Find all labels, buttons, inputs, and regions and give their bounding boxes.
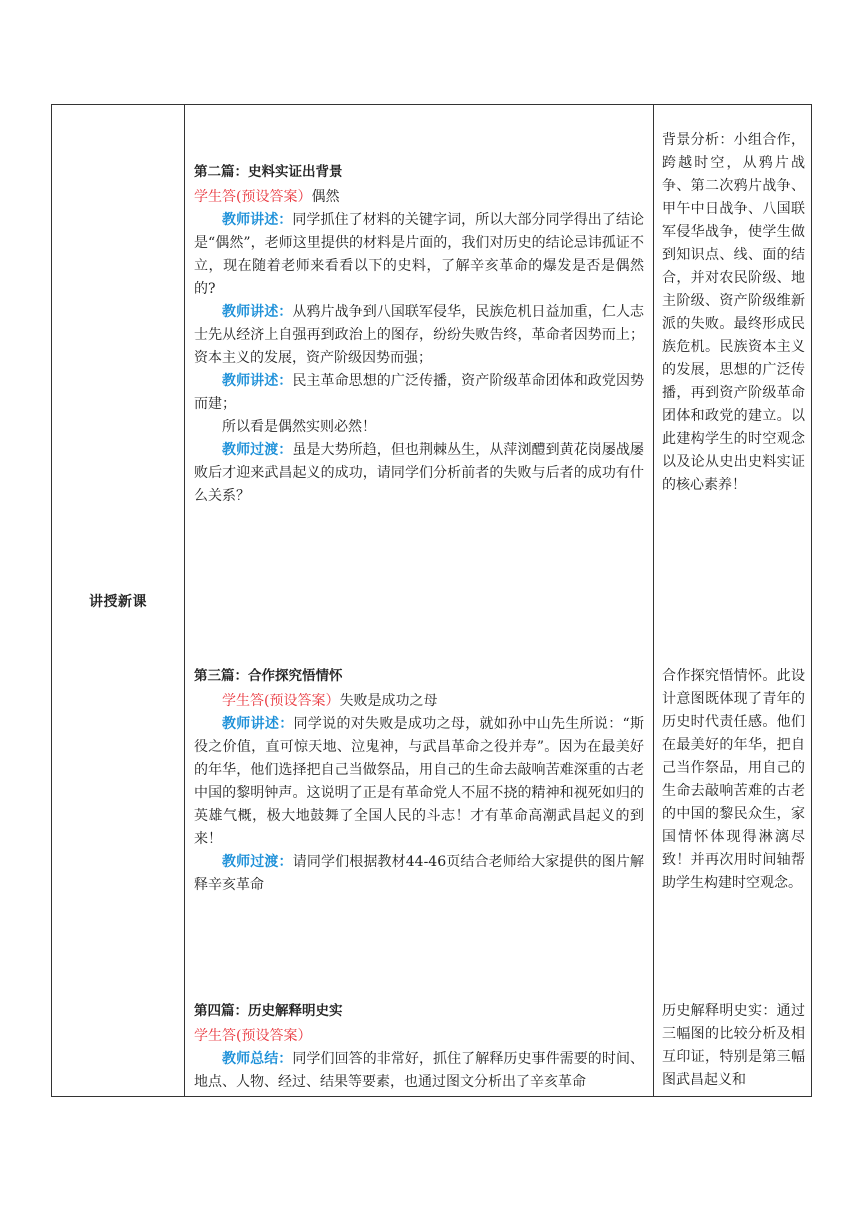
teacher-tag: 教师讲述： — [222, 716, 294, 732]
teacher-tag: 教师讲述： — [222, 304, 293, 320]
teacher-paragraph — [194, 439, 644, 508]
teacher-text: 从鸦片战争到八国联军侵华，民族危机日益加重，仁人志士先从经济上自强再到政治上的图存，纷纷失败告终，革命者因势而上；资本主义的发展，资产阶级因势而强； — [194, 304, 645, 366]
student-answer — [194, 1025, 644, 1048]
teacher-paragraph — [194, 370, 644, 416]
teacher-text: 同学们回答的非常好，抓住了解释历史事件需要的时间、地点、人物、经过、结果等要素，也通过图文分析出了辛亥革命 — [194, 1051, 645, 1090]
section-3 — [194, 665, 644, 897]
teacher-paragraph — [194, 301, 644, 370]
section-2 — [194, 161, 644, 508]
section-4 — [194, 1000, 644, 1094]
teacher-tag: 教师讲述： — [222, 212, 293, 228]
teacher-text: 同学抓住了材料的关键字词，所以大部分同学得出了结论是“偶然”，老师这里提供的材料是片面的，我们对历史的结论忌讳孤证不立，现在随着老师来看看以下的史料，了解辛亥革命的爆发是否是偶然的? — [194, 212, 645, 297]
teacher-tag: 教师过渡： — [222, 442, 293, 458]
teacher-text: 民主革命思想的广泛传播，资产阶级革命团体和政党因势而建； — [194, 373, 645, 412]
teacher-text: 虽是大势所趋，但也荆棘丛生，从萍浏醴到黄花岗屡战屡败后才迎来武昌起义的成功，请同学们分析前者的失败与后者的成功有什么关系？ — [194, 442, 645, 504]
teacher-tag: 教师过渡： — [222, 854, 293, 870]
teacher-paragraph — [194, 851, 644, 897]
student-answer-tag: 学生答(预设答案） — [194, 1028, 312, 1044]
section-3-intent: 合作探究悟情怀。此设计意图既体现了青年的历史时代责任感。他们在最美好的年华，把自己当作祭品，用自己的生命去敲响苦难的古老的中国的黎民众生，家国情怀体现得淋漓尽致！并再次用时间轴帮助学生构建时空观念。 — [662, 668, 805, 891]
section-2-heading: 第二篇：史料实证出背景 — [194, 164, 343, 180]
teacher-text: 同学说的对失败是成功之母，就如孙中山先生所说：“斯役之价值，直可惊天地、泣鬼神，与武昌革命之役并寿”。因为在最美好的年华，他们选择把自己当做祭品，用自己的生命去敲响苦难深重的古老中国的黎明钟声。这说明了正是有革命党人不屈不挠的精神和视死如归的英雄气概，极大地鼓舞了全国人民的斗志！才有革命高潮武昌起义的到来！ — [194, 716, 645, 847]
student-answer — [194, 186, 644, 209]
student-answer — [194, 690, 644, 713]
student-answer-text: 偶然 — [311, 189, 340, 205]
section-4-heading: 第四篇：历史解释明史实 — [194, 1003, 343, 1019]
student-answer-text: 失败是成功之母 — [339, 693, 438, 709]
content-cell — [185, 105, 654, 1097]
row-label-cell — [52, 105, 185, 1097]
teacher-tag: 教师讲述： — [222, 373, 293, 389]
teacher-text: 请同学们根据教材44-46页结合老师给大家提供的图片解释辛亥革命 — [194, 854, 645, 893]
section-2-intent: 背景分析：小组合作，跨越时空，从鸦片战争、第二次鸦片战争、甲午中日战争、八国联军侵华战争，使学生做到知识点、线、面的结合，并对农民阶级、地主阶级、资产阶级维新派的失败。最终形成民族危机。民族资本主义的发展，思想的广泛传播，再到资产阶级革命团体和政党的建立。以此建构学生的时空观念以及论从史出史料实证的核心素养！ — [662, 132, 805, 493]
teacher-tag: 教师总结： — [222, 1051, 293, 1067]
teacher-paragraph — [194, 209, 644, 301]
student-answer-tag: 学生答(预设答案） — [194, 189, 312, 205]
teacher-paragraph — [194, 1048, 644, 1094]
section-3-heading: 第三篇：合作探究悟情怀 — [194, 668, 343, 684]
design-intent-cell — [654, 105, 812, 1097]
section-4-intent: 历史解释明史实：通过三幅图的比较分析及相互印证，特别是第三幅图武昌起义和 — [662, 1003, 805, 1088]
row-label: 讲授新课 — [89, 593, 147, 610]
lesson-plan-table — [51, 104, 812, 1097]
conclusion-line: 所以看是偶然实则必然！ — [222, 419, 376, 435]
student-answer-tag: 学生答(预设答案） — [222, 693, 340, 709]
teacher-paragraph — [194, 713, 644, 851]
